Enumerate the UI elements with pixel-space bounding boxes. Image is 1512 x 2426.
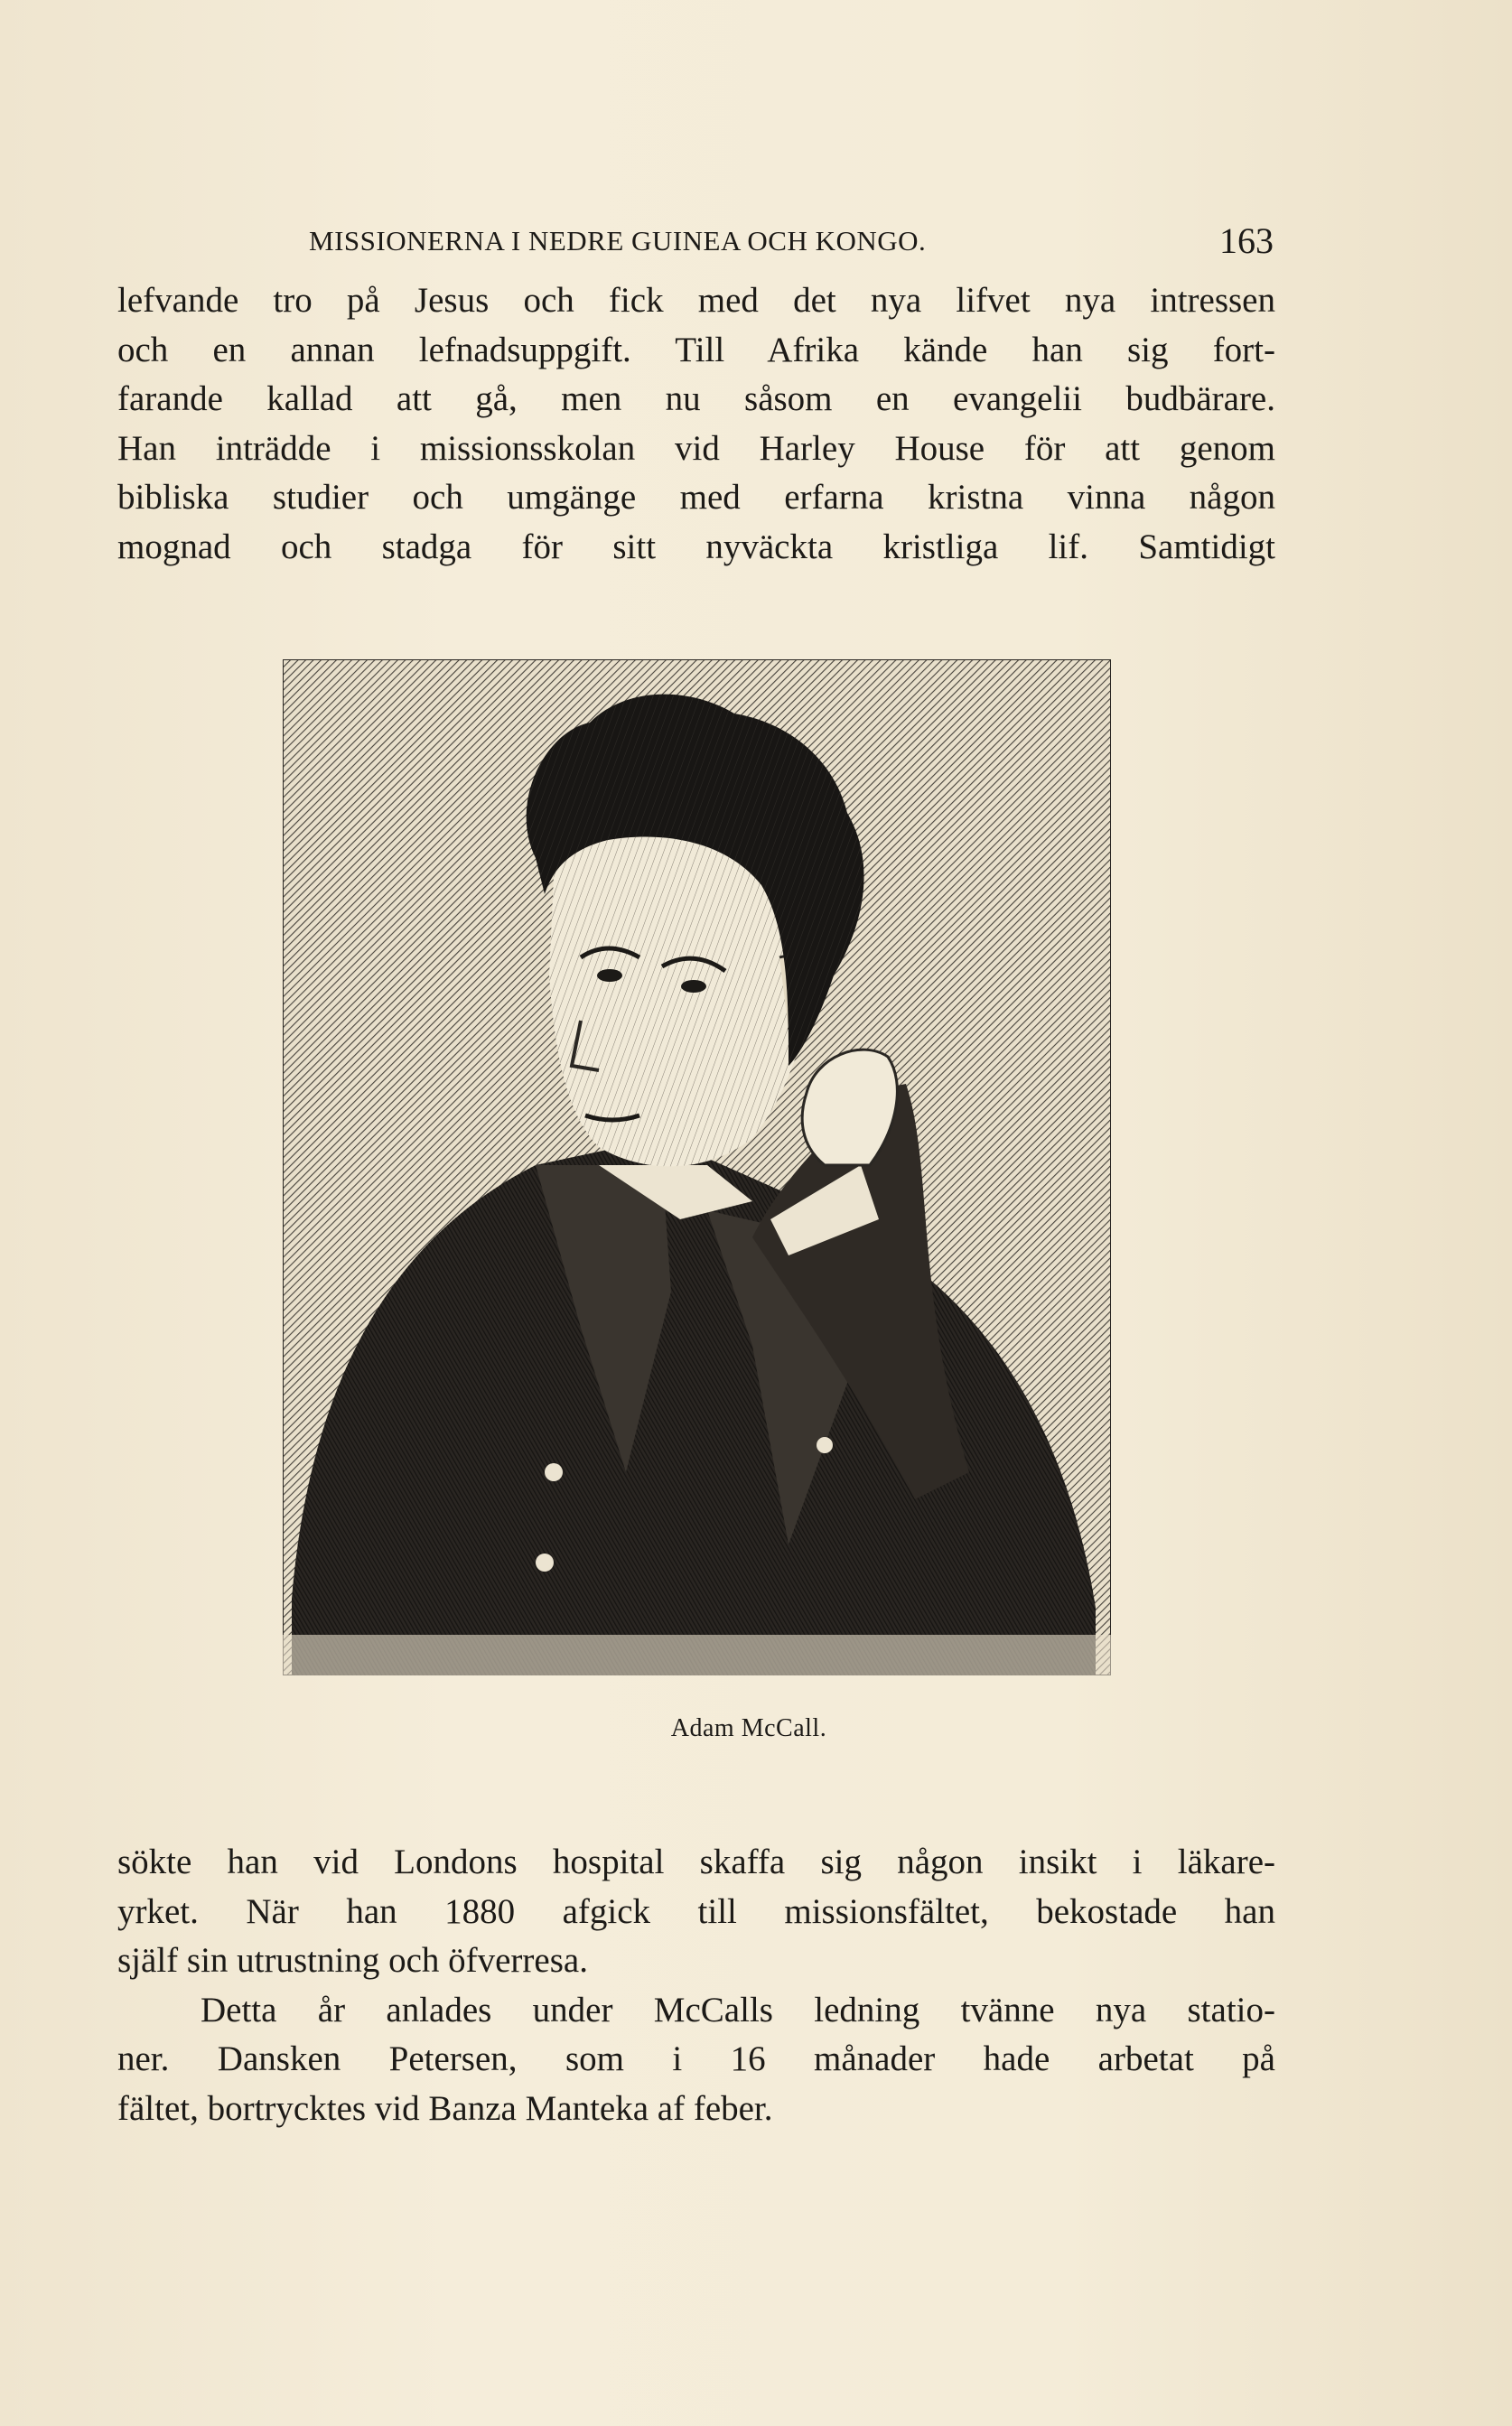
text-line: farande kallad att gå, men nu såsom en evangelii budbärare.	[117, 379, 1275, 418]
text-line: bibliska studier och umgänge med erfarna kristna vinna någon	[117, 478, 1275, 517]
text-line: själf sin utrustning och öfverresa.	[117, 1941, 588, 1980]
illustration-caption	[0, 1714, 1512, 1743]
page-number: 163	[1219, 220, 1274, 261]
portrait-engraving	[283, 659, 1111, 1675]
text-line: lefvande tro på Jesus och fick med det nya lifvet nya intressen	[117, 281, 1275, 320]
caption-text: Adam McCall.	[670, 1714, 827, 1742]
running-head	[117, 219, 1274, 265]
paragraph-top	[117, 276, 1275, 572]
text-line: Han inträdde i missionsskolan vid Harley House för att genom	[117, 428, 1275, 468]
text-line: sökte han vid Londons hospital skaffa sig någon insikt i läkare-	[117, 1843, 1275, 1881]
text-line: Detta år anlades under McCalls ledning tvänne nya statio-	[201, 1990, 1275, 2029]
text-line: mognad och stadga för sitt nyväckta kristliga lif. Samtidigt	[117, 527, 1275, 566]
running-title: MISSIONERNA I NEDRE GUINEA OCH KONGO.	[309, 225, 927, 257]
text-line: ner. Dansken Petersen, som i 16 månader hade arbetat på	[117, 2039, 1275, 2078]
text-line: fältet, bortrycktes vid Banza Manteka af feber.	[117, 2088, 773, 2128]
text-line: och en annan lefnadsuppgift. Till Afrika kände han sig fort-	[117, 330, 1275, 369]
text-line: yrket. När han 1880 afgick till missionsfältet, bekostade han	[117, 1891, 1275, 1931]
paragraph-bottom	[117, 1838, 1275, 2133]
